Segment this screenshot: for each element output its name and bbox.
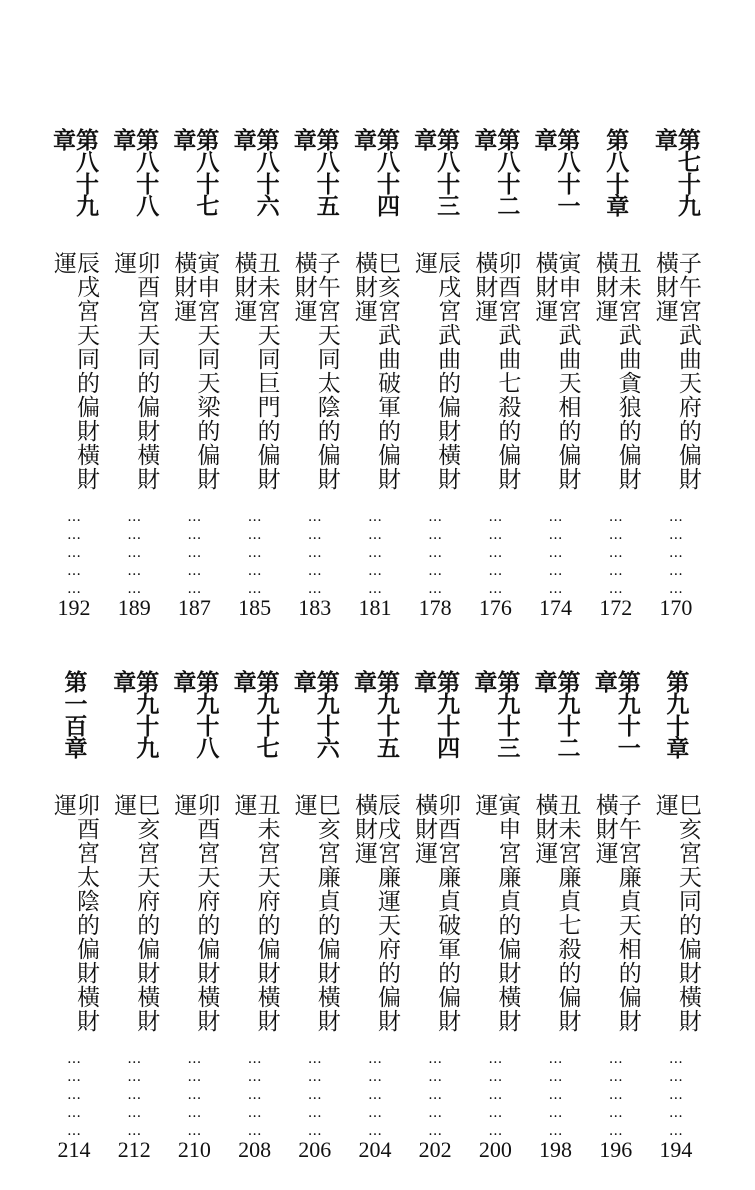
page-number: 181 [358,595,392,620]
toc-entry[interactable] [532,128,580,619]
page-number: 214 [57,1137,91,1162]
dot-leader: …………… [186,1051,203,1141]
page-number: 185 [238,595,272,620]
toc-entry[interactable] [532,670,580,1161]
chapter-number: 第九十三章 [470,670,521,758]
chapter-title: 巳亥宮武曲破軍的偏財橫財運 [350,251,400,491]
page-number: 189 [117,595,151,620]
page-number: 208 [238,1137,272,1162]
dot-leader: …………… [126,1051,143,1141]
dot-leader: …………… [246,509,263,599]
dot-leader: …………… [487,509,504,599]
toc-entry[interactable] [291,128,339,619]
dot-leader: …………… [487,1051,504,1141]
chapter-title: 卯酉宮天同的偏財橫財運 [110,251,160,491]
page-number: 194 [659,1137,693,1162]
chapter-number: 第九十六章 [289,670,340,758]
page-number: 198 [539,1137,572,1162]
chapter-title: 辰戌宮天同的偏財橫財運 [50,251,99,491]
chapter-number: 第九十二章 [530,670,581,758]
chapter-number: 第八十九章 [49,128,99,216]
chapter-number: 第九十五章 [349,670,400,758]
dot-leader: …………… [306,509,323,599]
chapter-number: 第九十一章 [590,670,641,758]
chapter-title: 寅申宮廉貞的偏財橫財運 [471,793,521,1033]
chapter-title: 卯酉宮天府的偏財橫財運 [170,793,220,1033]
chapter-number: 第八十八章 [109,128,160,216]
dot-leader: …………… [186,509,203,599]
dot-leader: …………… [427,1051,444,1141]
page-number: 178 [418,595,452,620]
chapter-title: 卯酉宮太陰的偏財橫財運 [50,793,99,1033]
page-number: 204 [358,1137,392,1162]
chapter-title: 卯酉宮廉貞破軍的偏財橫財運 [411,793,461,1033]
toc-entry[interactable] [471,670,519,1161]
toc-entry[interactable] [351,670,399,1161]
toc-entry[interactable] [411,670,459,1161]
chapter-number: 第九十章 [662,670,690,758]
dot-leader: …………… [66,1051,82,1141]
chapter-title: 丑未宮天府的偏財橫財運 [230,793,280,1033]
dot-leader: …………… [607,1051,624,1141]
chapter-title: 辰戌宮武曲的偏財橫財運 [411,251,461,491]
toc-entry[interactable] [170,670,218,1161]
toc-entry[interactable] [592,670,640,1161]
dot-leader: …………… [366,1051,383,1141]
chapter-number: 第八十章 [602,128,630,216]
toc-entry[interactable] [170,128,218,619]
toc-entry[interactable] [351,128,399,619]
dot-leader: …………… [246,1051,263,1141]
chapter-title: 辰戌宮廉運天府的偏財橫財運 [350,793,400,1033]
toc-entry[interactable] [291,670,339,1161]
toc-block-upper [50,128,700,619]
dot-leader: …………… [607,509,624,599]
chapter-number: 第八十一章 [530,128,581,216]
page-number: 202 [418,1137,452,1162]
toc-entry[interactable] [110,128,158,619]
chapter-number: 第九十八章 [169,670,220,758]
chapter-title: 巳亥宮廉貞的偏財橫財運 [290,793,340,1033]
chapter-number: 第八十二章 [470,128,521,216]
chapter-number: 第九十七章 [229,670,280,758]
dot-leader: …………… [66,509,82,599]
chapter-number: 第九十九章 [109,670,160,758]
page-number: 172 [599,595,633,620]
chapter-number: 第八十四章 [349,128,400,216]
page-number: 206 [298,1137,332,1162]
chapter-title: 丑未宮天同巨門的偏財橫財運 [230,251,280,491]
page-number: 200 [478,1137,512,1162]
toc-entry[interactable] [652,670,700,1161]
toc-block-lower [50,670,700,1161]
chapter-number: 第一百章 [60,670,88,758]
chapter-title: 丑未宮廉貞七殺的偏財橫財運 [531,793,581,1033]
dot-leader: …………… [667,509,684,599]
chapter-title: 巳亥宮天府的偏財橫財運 [110,793,160,1033]
page-number: 170 [659,595,693,620]
dot-leader: …………… [667,1051,684,1141]
toc-entry[interactable] [231,670,279,1161]
page-number: 187 [177,595,211,620]
chapter-title: 巳亥宮天同的偏財橫財運 [651,793,701,1033]
dot-leader: …………… [547,509,564,599]
chapter-title: 子午宮武曲天府的偏財橫財運 [651,251,701,491]
toc-entry[interactable] [592,128,640,619]
page-number: 196 [599,1137,633,1162]
chapter-title: 子午宮天同太陰的偏財橫財運 [290,251,340,491]
chapter-title: 寅申宮武曲天相的偏財橫財運 [531,251,581,491]
chapter-title: 寅申宮天同天梁的偏財橫財運 [170,251,220,491]
dot-leader: …………… [126,509,143,599]
chapter-number: 第八十五章 [289,128,340,216]
chapter-number: 第八十六章 [229,128,280,216]
page-number: 176 [478,595,512,620]
toc-entry[interactable] [110,670,158,1161]
dot-leader: …………… [306,1051,323,1141]
page-number: 212 [117,1137,151,1162]
toc-entry[interactable] [231,128,279,619]
chapter-title: 丑未宮武曲貪狼的偏財橫財運 [591,251,641,491]
toc-entry[interactable] [471,128,519,619]
dot-leader: …………… [427,509,444,599]
toc-entry[interactable] [411,128,459,619]
chapter-number: 第八十三章 [410,128,461,216]
toc-entry[interactable] [652,128,700,619]
chapter-number: 第八十七章 [169,128,220,216]
toc-entry[interactable] [50,670,98,1161]
toc-entry[interactable] [50,128,98,619]
chapter-number: 第七十九章 [650,128,701,216]
dot-leader: …………… [366,509,383,599]
chapter-title: 子午宮廉貞天相的偏財橫財運 [591,793,641,1033]
chapter-title: 卯酉宮武曲七殺的偏財橫財運 [471,251,521,491]
page-number: 210 [177,1137,211,1162]
dot-leader: …………… [547,1051,564,1141]
chapter-number: 第九十四章 [410,670,461,758]
page-number: 174 [539,595,572,620]
page-number: 192 [57,595,91,620]
page-number: 183 [298,595,332,620]
